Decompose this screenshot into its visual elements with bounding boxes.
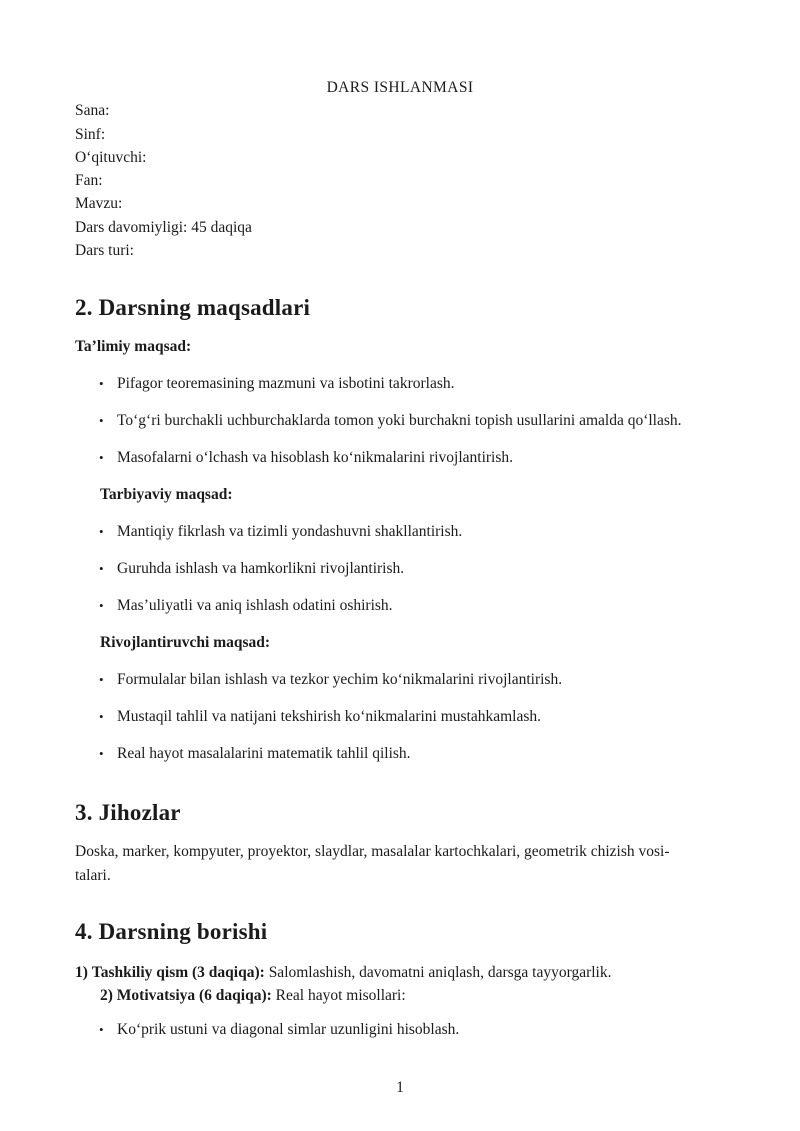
section-heading-borishi: 4. Darsning borishi <box>75 919 268 945</box>
list-item-text: Real hayot masalalarini matematik tahlil qilish. <box>117 745 411 763</box>
item-text: Real hayot misollari: <box>275 987 406 1005</box>
meta-line-mavzu: Mavzu: <box>75 195 123 213</box>
list-item-text: Mantiqiy fikrlash va tizimli yondashuvni shakllantirish. <box>117 523 463 541</box>
list-item-text: Mas’uliyatli va aniq ishlash odatini oshirish. <box>117 597 393 615</box>
list-item <box>75 596 725 615</box>
item-label: Motivatsiya (6 daqiqa): <box>116 987 272 1005</box>
list-item <box>75 522 725 541</box>
numbered-item-tashkiliy <box>75 961 725 984</box>
item-number: 2) <box>100 987 113 1005</box>
paragraph-line: talari. <box>75 867 111 885</box>
bullet-icon: • <box>99 561 104 577</box>
bullet-icon: • <box>99 450 104 466</box>
meta-line-oqituvchi: O‘qituvchi: <box>75 148 147 166</box>
meta-line-sinf: Sinf: <box>75 125 106 143</box>
document-title: DARS ISHLANMASI <box>326 79 474 96</box>
bullet-icon: • <box>99 1022 104 1038</box>
list-item <box>75 744 725 763</box>
group-title-talimiy: Ta’limiy maqsad: <box>75 338 192 356</box>
meta-line-davomiyligi: Dars davomiyligi: 45 daqiqa <box>75 218 252 236</box>
section-heading-maqsadlar: 2. Darsning maqsadlari <box>75 295 311 321</box>
bullet-icon: • <box>99 413 104 429</box>
list-item-text: Formulalar bilan ishlash va tezkor yechim ko‘nikmalarini rivojlantirish. <box>117 671 563 689</box>
bullet-icon: • <box>99 746 104 762</box>
meta-line-fan: Fan: <box>75 172 103 190</box>
item-label: Tashkiliy qism (3 daqiqa): <box>91 964 265 982</box>
page-number: 1 <box>396 1079 404 1096</box>
item-text: Salomlashish, davomatni aniqlash, darsga tayyorgarlik. <box>268 964 612 982</box>
bullet-icon: • <box>99 598 104 614</box>
list-item <box>75 1020 725 1039</box>
meta-line-sana: Sana: <box>75 102 110 120</box>
list-item <box>75 707 725 726</box>
bullet-icon: • <box>99 672 104 688</box>
item-number: 1) <box>75 964 88 982</box>
list-item <box>75 374 725 393</box>
list-item-text: Guruhda ishlash va hamkorlikni rivojlantirish. <box>117 560 405 578</box>
bullet-icon: • <box>99 709 104 725</box>
list-item <box>75 411 725 430</box>
group-title-tarbiyaviy: Tarbiyaviy maqsad: <box>100 486 233 504</box>
bullet-icon: • <box>99 524 104 540</box>
numbered-item-motivatsiya <box>100 984 725 1007</box>
meta-line-dars-turi: Dars turi: <box>75 242 134 260</box>
list-item <box>75 559 725 578</box>
list-item-text: Ko‘prik ustuni va diagonal simlar uzunligini hisoblash. <box>117 1021 460 1039</box>
list-item <box>75 448 725 467</box>
list-item-text: To‘g‘ri burchakli uchburchaklarda tomon yoki burchakni topish usullarini amalda qo‘llash. <box>117 412 682 430</box>
equipment-paragraph <box>75 840 725 888</box>
bullet-icon: • <box>99 376 104 392</box>
list-item <box>75 670 725 689</box>
list-item-text: Masofalarni o‘lchash va hisoblash ko‘nikmalarini rivojlantirish. <box>117 449 514 467</box>
group-title-rivojlantiruvchi: Rivojlantiruvchi maqsad: <box>100 634 271 652</box>
paragraph-line: Doska, marker, kompyuter, proyektor, slaydlar, masalalar kartochkalari, geometrik chizish vosi- <box>75 843 670 861</box>
section-heading-jihozlar: 3. Jihozlar <box>75 800 181 826</box>
list-item-text: Mustaqil tahlil va natijani tekshirish ko‘nikmalarini mustahkamlash. <box>117 708 542 726</box>
list-item-text: Pifagor teoremasining mazmuni va isbotini takrorlash. <box>117 375 455 393</box>
